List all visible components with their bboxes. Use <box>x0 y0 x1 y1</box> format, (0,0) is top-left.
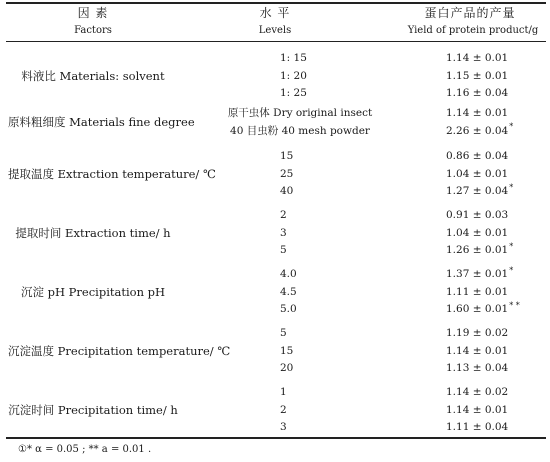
level-cell: 1: 15 <box>280 52 307 64</box>
significance-mark: * <box>509 182 514 192</box>
yield-value: 1.04 ± 0.01 <box>446 226 509 239</box>
level-cell: 2 <box>280 209 287 221</box>
level-cell: 4.5 <box>280 285 297 298</box>
yield-value: 1.14 ± 0.02 <box>446 386 509 398</box>
yield-cell <box>446 227 508 240</box>
level-cell: 20 <box>280 362 294 374</box>
levels-header-en: Levels <box>258 25 292 36</box>
yield-cell <box>446 70 508 83</box>
yield-value: 1.27 ± 0.04 <box>446 185 509 197</box>
factor-label: 沉淀温度 Precipitation temperature/ ℃ <box>8 343 231 358</box>
yield-cell <box>446 345 508 358</box>
footnote: ①* α = 0.05 ; ** a = 0.01 . <box>18 444 152 455</box>
factor-label: 提取时间 Extraction time/ h <box>15 225 171 240</box>
yield-value: 1.26 ± 0.01 <box>446 244 509 256</box>
yield-cell <box>446 122 514 138</box>
level-cell: 40 目虫粉 40 mesh powder <box>230 124 370 137</box>
yield-value: 1.16 ± 0.04 <box>446 87 509 99</box>
yield-value: 1.15 ± 0.01 <box>446 69 509 82</box>
yield-value: 1.37 ± 0.01 <box>446 268 509 280</box>
yield-cell <box>446 209 508 222</box>
yield-value: 1.14 ± 0.01 <box>446 344 509 357</box>
level-cell: 5.0 <box>280 303 297 315</box>
level-cell: 25 <box>280 167 294 180</box>
yield-value: 1.11 ± 0.01 <box>446 285 509 298</box>
level-cell: 15 <box>280 150 294 162</box>
level-cell: 1 <box>280 386 287 398</box>
yield-value: 0.91 ± 0.03 <box>446 209 509 221</box>
factors-header-en: Factors <box>74 25 112 36</box>
yield-cell <box>446 168 508 181</box>
yield-cell <box>446 52 508 65</box>
level-cell: 3 <box>280 421 287 433</box>
yield-value: 2.26 ± 0.04 <box>446 124 509 137</box>
yield-value: 1.14 ± 0.01 <box>446 52 509 64</box>
yield-cell <box>446 362 508 375</box>
factor-label: 沉淀时间 Precipitation time/ h <box>8 402 178 417</box>
yield-cell <box>446 265 514 281</box>
factor-label: 沉淀 pH Precipitation pH <box>20 284 166 299</box>
level-cell: 2 <box>280 403 287 416</box>
factor-label: 料液比 Materials: solvent <box>21 68 165 83</box>
yield-value: 0.86 ± 0.04 <box>446 150 509 162</box>
significance-mark: * <box>509 241 514 251</box>
table-top-rule <box>6 2 546 4</box>
yield-cell <box>446 150 508 163</box>
level-cell: 1: 20 <box>280 69 307 82</box>
yield-cell <box>446 300 520 316</box>
levels-header-cn: 水 平 <box>259 6 291 20</box>
factors-header-cn: 因 素 <box>77 6 109 20</box>
yield-value: 1.60 ± 0.01 <box>446 303 509 315</box>
yield-cell <box>446 87 508 100</box>
yield-cell <box>446 327 508 340</box>
level-cell: 15 <box>280 344 294 357</box>
yield-cell <box>446 404 508 417</box>
significance-mark: * * <box>509 300 520 310</box>
yield-value: 1.14 ± 0.01 <box>446 403 509 416</box>
level-cell: 5 <box>280 327 287 339</box>
significance-mark: * <box>509 265 514 275</box>
level-cell: 4.0 <box>280 268 297 280</box>
yield-header-cn: 蛋白产品的产量 <box>424 6 516 20</box>
yield-cell <box>446 286 508 299</box>
yield-value: 1.14 ± 0.01 <box>446 107 509 119</box>
yield-cell <box>446 386 508 399</box>
yield-value: 1.04 ± 0.01 <box>446 167 509 180</box>
level-cell: 1: 25 <box>280 87 307 99</box>
yield-cell <box>446 241 514 257</box>
header-rule <box>6 41 546 42</box>
level-cell: 40 <box>280 185 294 197</box>
yield-value: 1.13 ± 0.04 <box>446 362 509 374</box>
level-cell: 3 <box>280 226 287 239</box>
yield-header-en: Yield of protein product/g <box>407 25 539 36</box>
table-bottom-rule <box>6 437 546 439</box>
level-cell: 5 <box>280 244 287 256</box>
yield-cell <box>446 107 508 120</box>
significance-mark: * <box>509 122 514 131</box>
level-cell: 原干虫体 Dry original insect <box>227 107 373 119</box>
yield-value: 1.19 ± 0.02 <box>446 327 509 339</box>
factor-label: 原料粗细度 Materials fine degree <box>8 114 195 129</box>
yield-value: 1.11 ± 0.04 <box>446 421 509 433</box>
yield-cell <box>446 421 508 434</box>
yield-cell <box>446 182 514 198</box>
factor-label: 提取温度 Extraction temperature/ ℃ <box>8 166 216 181</box>
